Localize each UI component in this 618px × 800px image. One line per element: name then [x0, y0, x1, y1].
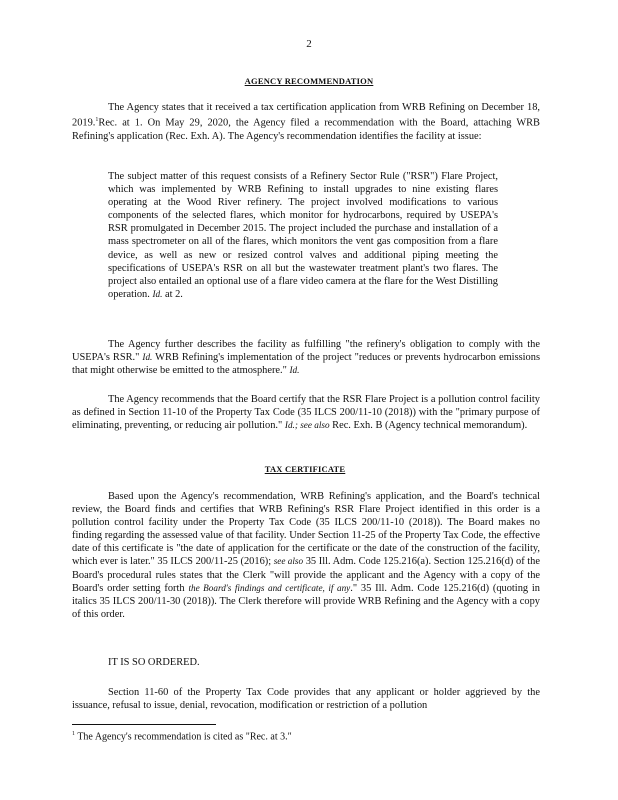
- page-number: 2: [306, 38, 312, 50]
- paragraph-agency-recommends: The Agency recommends that the Board certify that the RSR Flare Project is a pollution control facility as defined in Section 11-10 of the Property Tax Code (35 ILCS 200/11-10 (2018)) with the "primary purpose of eliminating, preventing, or reducing air pollution." Id.; see also Rec. Exh. B (Agency technical memorandum).: [72, 394, 540, 432]
- so-ordered: IT IS SO ORDERED.: [108, 657, 200, 668]
- paragraph-agency-statement: The Agency states that it received a tax certification application from WRB Refining on December 18, 2019.$^1$Rec. at 1. On May 29, 2020, the Agency filed a recommendation with the Board, attaching WRB Refining's application (Rec. Exh. A). The Agency's recommendation identifies the facility at issue:: [72, 102, 540, 142]
- tax-certificate-heading: TAX CERTIFICATE: [264, 464, 346, 474]
- footnote-ref: 1: [95, 117, 99, 124]
- agency-recommendation-heading: AGENCY RECOMMENDATION: [244, 76, 374, 86]
- paragraph-board-findings: Based upon the Agency's recommendation, WRB Refining's application, and the Board's technical review, the Board finds and certifies that WRB Refining's RSR Flare Project identified in this order is a pollution control facility under the Property Tax Code (35 ILCS 200/11-10 (2018)). The Board makes no finding regarding the assessed value of that facility. Under Section 11-25 of the Property Tax Code, the effective date of this certificate is "the date of application for the certificate or the date of the construction of the facility, which ever is later." 35 ILCS 200/11-25 (2016); see also 35 Ill. Adm. Code 125.216(a). Section 125.216(d) of the Board's procedural rules states that the Clerk "will provide the applicant and the Agency with a copy of the Board's order setting forth the Board's findings and certificate, if any." 35 Ill. Adm. Code 125.216(d) (quoting in italics 35 ILCS 200/11-30 (2018)). The Clerk therefore will provide WRB Refining and the Agency with a copy of this order.: [72, 491, 540, 620]
- block-quote: The subject matter of this request consists of a Refinery Sector Rule ("RSR") Flare Project, which was implemented by WRB Refining to install upgrades to nine existing flares operating at the Wood River refinery. The project involved modifications to various components of the selected flares, which monitor for hydrocarbons, required by USEPA's RSR promulgated in December 2015. The project included the purchase and installation of a mass spectrometer on all of the flares, which monitors the vent gas composition from a flare device, as well as new or resized control valves and additional piping meeting the specifications of USEPA's RSR on all but the wastewater treatment plant's two flares. The project also entailed an optional use of a flare video camera at the flare for the West Distilling operation. Id. at 2.: [108, 171, 498, 300]
- paragraph-section-11-60: Section 11-60 of the Property Tax Code provides that any applicant or holder aggrieved by the issuance, refusal to issue, denial, revocation, modification or restriction of a pollution: [72, 687, 540, 712]
- footnote-divider: [72, 724, 216, 725]
- paragraph-agency-description: The Agency further describes the facility as fulfilling "the refinery's obligation to comply with the USEPA's RSR." Id. WRB Refining's implementation of the project "reduces or prevents hydrocarbon emissions that might otherwise be emitted to the atmosphere." Id.: [72, 339, 540, 377]
- footnote: $^1$ The Agency's recommendation is cited as "Rec. at 3.": [72, 731, 292, 743]
